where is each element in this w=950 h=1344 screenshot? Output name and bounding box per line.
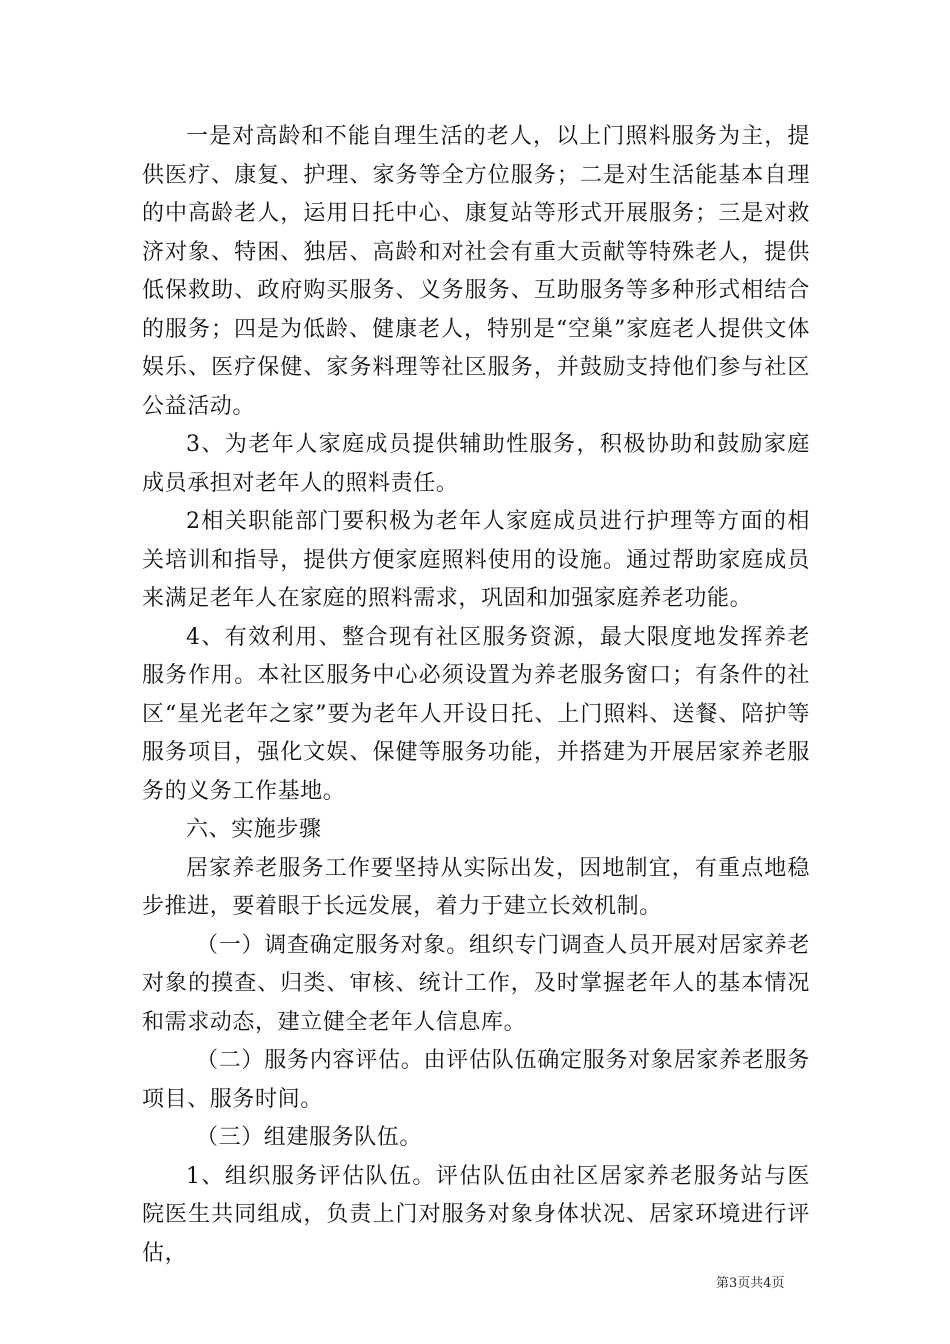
paragraph-implementation-principle: 居家养老服务工作要坚持从实际出发，因地制宜，有重点地稳步推进，要着眼于长远发展，着力于建立长效机制。	[142, 855, 810, 919]
paragraph-service-evaluation: （二）服务内容评估。由评估队伍确定服务对象居家养老服务项目、服务时间。	[142, 1048, 810, 1112]
section-heading-implementation-steps: 六、实施步骤	[186, 817, 322, 842]
paragraph-build-team: （三）组建服务队伍。	[196, 1125, 423, 1150]
paragraph-training: 2相关职能部门要积极为老年人家庭成员进行护理等方面的相关培训和指导，提供方便家庭照料使用的设施。通过帮助家庭成员来满足老年人在家庭的照料需求，巩固和加强家庭养老功能。	[142, 509, 810, 611]
paragraph-family-support: 3、为老年人家庭成员提供辅助性服务，积极协助和鼓励家庭成员承担对老年人的照料责任。	[142, 432, 810, 496]
document-body	[142, 118, 810, 1273]
paragraph-evaluation-team: 1、组织服务评估队伍。评估队伍由社区居家养老服务站与医院医生共同组成，负责上门对服务对象身体状况、居家环境进行评估，	[142, 1163, 810, 1266]
page-number-footer: 第3页共4页	[716, 1276, 785, 1291]
paragraph-survey-targets: （一）调查确定服务对象。组织专门调查人员开展对居家养老对象的摸查、归类、审核、统计工作，及时掌握老年人的基本情况和需求动态，建立健全老年人信息库。	[142, 932, 810, 1035]
paragraph-community-resources: 4、有效利用、整合现有社区服务资源，最大限度地发挥养老服务作用。本社区服务中心必须设置为养老服务窗口；有条件的社区“星光老年之家”要为老年人开设日托、上门照料、送餐、陪护等服务项目，强化文娱、保健等服务功能，并搭建为开展居家养老服务的义务工作基地。	[142, 624, 810, 804]
paragraph-elderly-service-types: 一是对高龄和不能自理生活的老人，以上门照料服务为主，提供医疗、康复、护理、家务等全方位服务；二是对生活能基本自理的中高龄老人，运用日托中心、康复站等形式开展服务；三是对救济对象、特困、独居、高龄和对社会有重大贡献等特殊老人，提供低保救助、政府购买服务、义务服务、互助服务等多种形式相结合的服务；四是为低龄、健康老人，特别是“空巢”家庭老人提供文体娱乐、医疗保健、家务料理等社区服务，并鼓励支持他们参与社区公益活动。	[142, 124, 810, 419]
